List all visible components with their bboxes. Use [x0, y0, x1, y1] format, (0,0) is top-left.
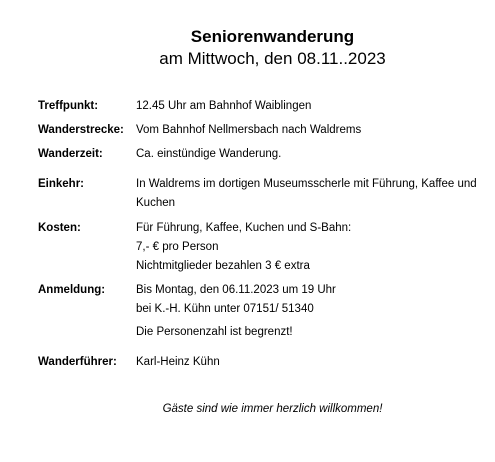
anmeldung-note: Die Personenzahl ist begrenzt!: [136, 326, 293, 338]
kosten-line-2: 7,- € pro Person: [136, 241, 219, 253]
page-title: Seniorenwanderung: [190, 27, 355, 46]
value-anmeldung: [136, 281, 481, 319]
value-wanderzeit: Ca. einstündige Wanderung.: [136, 148, 282, 160]
label-wanderzeit: Wanderzeit:: [38, 148, 103, 160]
page-subtitle: am Mittwoch, den 08.11..2023: [159, 49, 386, 68]
label-wanderfuehrer: Wanderführer:: [38, 356, 117, 368]
kosten-line-3: Nichtmitglieder bezahlen 3 € extra: [136, 260, 310, 272]
label-kosten: Kosten:: [38, 222, 81, 234]
label-anmeldung: Anmeldung:: [38, 284, 106, 296]
value-treffpunkt: 12.45 Uhr am Bahnhof Waiblingen: [136, 100, 312, 112]
closing-note: Gäste sind wie immer herzlich willkommen!: [162, 403, 383, 415]
value-einkehr: [136, 175, 481, 213]
label-einkehr: Einkehr:: [38, 178, 85, 190]
anmeldung-line-1: Bis Montag, den 06.11.2023 um 19 Uhr: [136, 284, 336, 296]
einkehr-line-2: Kuchen: [136, 197, 176, 209]
title-block: [0, 26, 495, 70]
label-treffpunkt: Treffpunkt:: [38, 100, 99, 112]
einkehr-line-1: In Waldrems im dortigen Museumsscherle mit Führung, Kaffee und: [136, 178, 477, 190]
value-kosten: [136, 219, 481, 276]
value-wanderstrecke: Vom Bahnhof Nellmersbach nach Waldrems: [136, 124, 362, 136]
label-wanderstrecke: Wanderstrecke:: [38, 124, 124, 136]
anmeldung-line-2: bei K.-H. Kühn unter 07151/ 51340: [136, 303, 314, 315]
kosten-line-1: Für Führung, Kaffee, Kuchen und S-Bahn:: [136, 222, 352, 234]
value-wanderfuehrer: Karl-Heinz Kühn: [136, 356, 220, 368]
